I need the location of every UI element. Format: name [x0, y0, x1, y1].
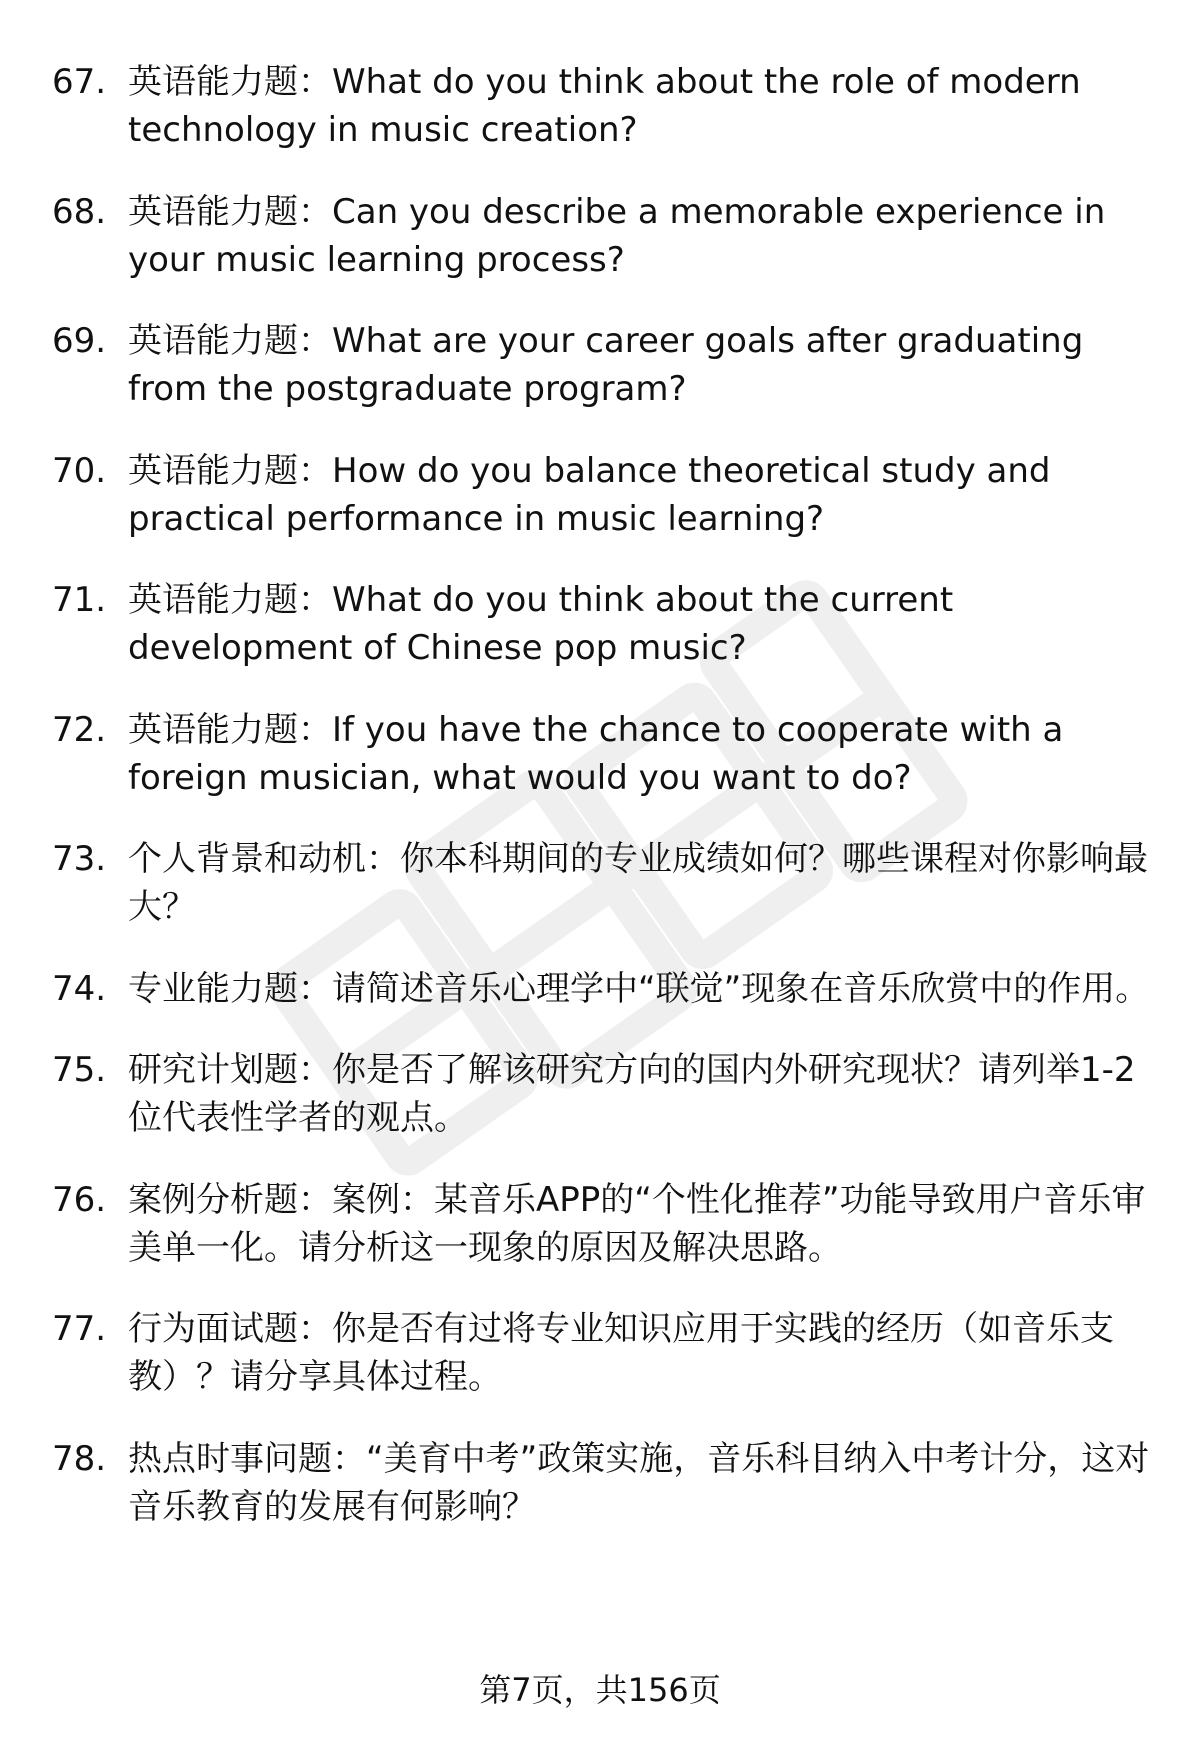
question-item — [52, 1046, 1152, 1142]
question-number: 70. — [52, 450, 107, 491]
question-text: 英语能力题：If you have the chance to cooperate with a foreign musician, what would you want to do? — [128, 709, 1064, 798]
question-text: 英语能力题：Can you describe a memorable experience in your music learning process? — [128, 191, 1106, 280]
question-item — [52, 58, 1152, 154]
question-text: 英语能力题：How do you balance theoretical study and practical performance in music learning? — [128, 450, 1051, 539]
question-number: 72. — [52, 709, 107, 750]
question-text: 个人背景和动机：你本科期间的专业成绩如何？哪些课程对你影响最大？ — [128, 839, 1148, 927]
question-text: 热点时事问题：“美育中考”政策实施，音乐科目纳入中考计分，这对音乐教育的发展有何影响？ — [128, 1438, 1150, 1527]
question-list — [52, 58, 1152, 1564]
question-text: 英语能力题：What do you think about the current development of Chinese pop music? — [128, 580, 954, 668]
question-number: 68. — [52, 191, 107, 232]
page-number-footer: 第7页，共156页 — [479, 1671, 721, 1709]
question-number: 76. — [52, 1179, 107, 1220]
question-number: 67. — [52, 62, 107, 102]
question-text: 英语能力题：What are your career goals after graduating from the postgraduate program? — [128, 321, 1084, 409]
question-item — [52, 576, 1152, 672]
question-number: 74. — [52, 968, 107, 1009]
question-number: 73. — [52, 839, 107, 879]
question-item — [52, 1176, 1152, 1272]
question-number: 69. — [52, 321, 107, 361]
question-number: 75. — [52, 1050, 107, 1090]
question-number: 71. — [52, 580, 107, 620]
question-item — [52, 965, 1152, 1013]
question-text: 专业能力题：请简述音乐心理学中“联觉”现象在音乐欣赏中的作用。 — [128, 968, 1150, 1009]
question-number: 77. — [52, 1309, 107, 1349]
question-item — [52, 706, 1152, 802]
question-text: 行为面试题：你是否有过将专业知识应用于实践的经历（如音乐支教）？请分享具体过程。 — [128, 1309, 1114, 1397]
question-text: 研究计划题：你是否了解该研究方向的国内外研究现状？请列举1-2位代表性学者的观点。 — [128, 1050, 1136, 1138]
question-item — [52, 835, 1152, 931]
question-item — [52, 1305, 1152, 1401]
question-text: 英语能力题：What do you think about the role of modern technology in music creation? — [128, 62, 1081, 150]
question-item — [52, 188, 1152, 284]
question-item — [52, 317, 1152, 413]
question-number: 78. — [52, 1438, 107, 1479]
question-item — [52, 447, 1152, 543]
question-item — [52, 1435, 1152, 1531]
question-text: 案例分析题：案例：某音乐APP的“个性化推荐”功能导致用户音乐审美单一化。请分析这一现象的原因及解决思路。 — [128, 1179, 1146, 1268]
